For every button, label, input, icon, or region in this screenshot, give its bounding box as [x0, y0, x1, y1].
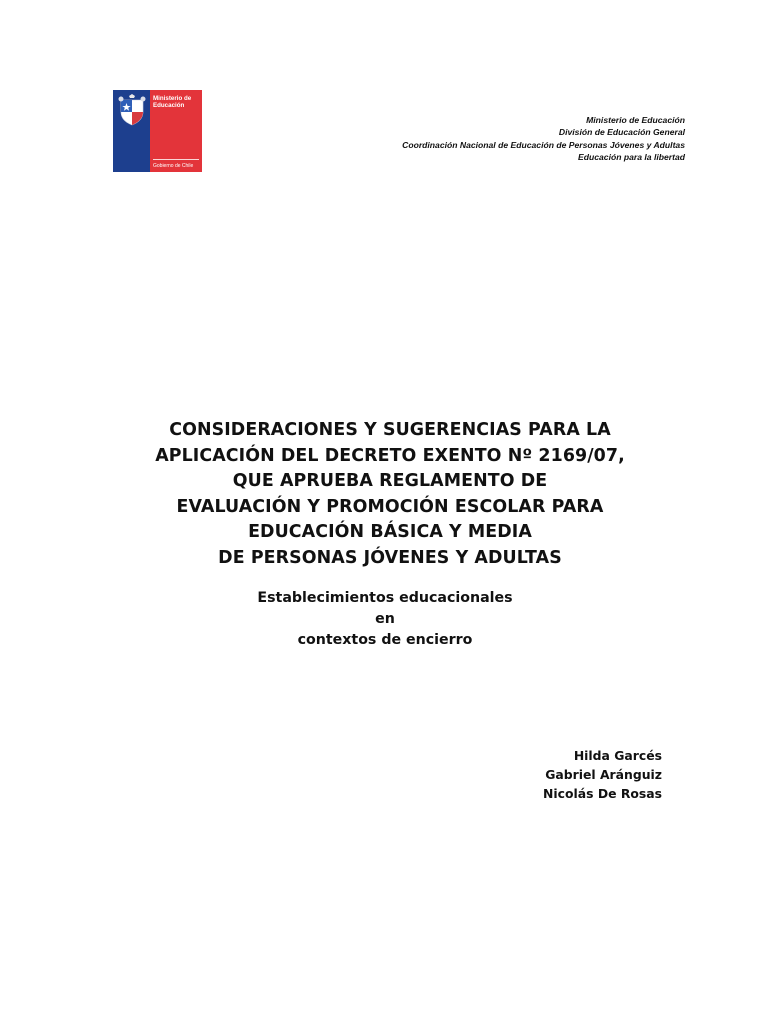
title-line-2: APLICACIÓN DEL DECRETO EXENTO Nº 2169/07,: [155, 445, 625, 466]
author-name: Nicolás De Rosas: [543, 786, 662, 801]
coat-of-arms-icon: [117, 94, 147, 128]
author-name: Hilda Garcés: [573, 748, 662, 763]
logo-ministry-text: [153, 95, 201, 109]
subtitle-line-3: contextos de encierro: [297, 632, 473, 648]
header-motto: Educación para la libertad: [578, 151, 685, 162]
document-title: [0, 418, 768, 571]
logo-government-text: Gobierno de Chile: [153, 163, 194, 169]
document-subtitle: [0, 588, 768, 651]
author-name: Gabriel Aránguiz: [545, 767, 662, 782]
authors-list: [543, 746, 662, 803]
title-line-6: DE PERSONAS JÓVENES Y ADULTAS: [218, 547, 562, 568]
title-line-1: CONSIDERACIONES Y SUGERENCIAS PARA LA: [169, 420, 611, 440]
ministry-logo: [113, 90, 202, 172]
logo-flag-panel: [113, 90, 150, 172]
header-ministry: Ministerio de Educación: [586, 115, 685, 125]
logo-ministry-line2: Educación: [153, 102, 185, 109]
logo-ministry-line1: Ministerio de: [153, 95, 192, 102]
header-division: División de Educación General: [558, 127, 685, 138]
title-line-3: QUE APRUEBA REGLAMENTO DE: [232, 471, 548, 491]
title-line-5: EDUCACIÓN BÁSICA Y MEDIA: [248, 522, 532, 542]
logo-blue-band: [113, 131, 150, 172]
subtitle-line-2: en: [375, 611, 395, 627]
logo-red-panel: [150, 90, 202, 172]
header-coordination: Coordinación Nacional de Educación de Personas Jóvenes y Adultas: [402, 139, 685, 150]
logo-emblem-area: [113, 90, 150, 131]
institution-header: [402, 114, 685, 163]
title-line-4: EVALUACIÓN Y PROMOCIÓN ESCOLAR PARA: [176, 496, 604, 517]
logo-divider: [153, 159, 199, 160]
subtitle-line-1: Establecimientos educacionales: [257, 590, 513, 606]
